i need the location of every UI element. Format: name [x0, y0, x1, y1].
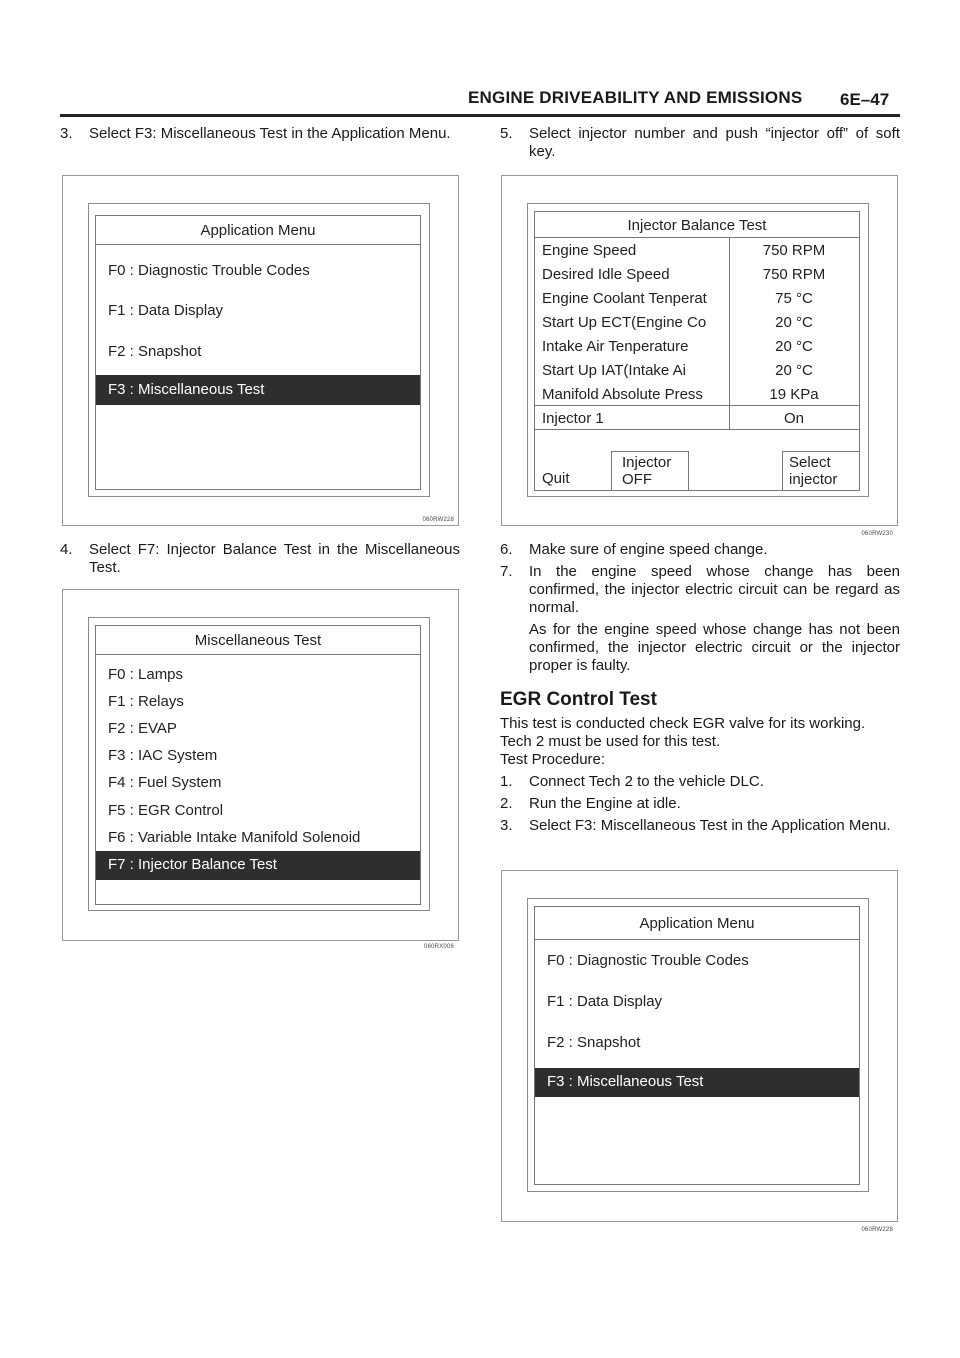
title-divider [535, 237, 859, 238]
section-note: Tech 2 must be used for this test. [500, 733, 721, 750]
step-text: Run the Engine at idle. [529, 795, 681, 812]
menu-item-f0[interactable]: F0 : Lamps [108, 666, 184, 683]
menu-item-f5[interactable]: F5 : EGR Control [108, 802, 224, 819]
softkey-divider [535, 429, 859, 430]
figure-code: 060RW228 [422, 517, 454, 523]
step-number: 3. [500, 817, 513, 834]
menu-item-label: F3 : Miscellaneous Test [547, 1073, 704, 1090]
procedure-step-3 [500, 817, 900, 835]
screen-title: Application Menu [200, 222, 316, 239]
menu-item-f4[interactable]: F4 : Fuel System [108, 774, 222, 791]
data-row [535, 239, 859, 263]
softkey-label-line2: injector [789, 471, 838, 488]
title-divider [96, 654, 420, 655]
menu-item-f0[interactable]: F0 : Diagnostic Trouble Codes [108, 262, 310, 279]
data-value: 750 RPM [762, 266, 826, 283]
section-heading: EGR Control Test [500, 689, 657, 710]
menu-item-f1[interactable]: F1 : Relays [108, 693, 184, 710]
menu-item-f3-selected[interactable] [96, 375, 420, 405]
data-label: Desired Idle Speed [542, 266, 670, 283]
step-number: 3. [60, 125, 73, 142]
step-text: Connect Tech 2 to the vehicle DLC. [529, 773, 764, 790]
data-row [535, 287, 859, 311]
menu-item-f2[interactable]: F2 : Snapshot [547, 1034, 641, 1051]
screen-frame [534, 906, 860, 1185]
softkey-quit[interactable] [542, 470, 570, 487]
tech2-screen [527, 203, 869, 497]
data-value: 20 °C [775, 314, 813, 331]
step-number: 5. [500, 125, 513, 142]
right-column-lower [500, 541, 900, 835]
data-row [535, 263, 859, 287]
data-value: 750 RPM [762, 242, 826, 259]
menu-item-f0[interactable]: F0 : Diagnostic Trouble Codes [547, 952, 749, 969]
injector-divider [535, 405, 859, 406]
figure-miscellaneous-test [62, 589, 459, 950]
figure-code: 060RW230 [861, 531, 893, 537]
data-label: Start Up IAT(Intake Ai [542, 362, 686, 379]
step-4 [60, 541, 460, 577]
tech2-screen [88, 203, 430, 497]
menu-item-f2[interactable]: F2 : EVAP [108, 720, 177, 737]
step-text: Select injector number and push “injector off” of soft key. [529, 125, 900, 160]
step-5 [500, 125, 900, 161]
page-number: 6E–47 [840, 90, 890, 109]
data-label: Engine Coolant Tenperat [542, 290, 707, 307]
step-text: Select F3: Miscellaneous Test in the Application Menu. [89, 125, 451, 142]
page-header-title: ENGINE DRIVEABILITY AND EMISSIONS [468, 88, 803, 107]
title-divider [96, 244, 420, 245]
menu-item-f3[interactable]: F3 : IAC System [108, 747, 218, 764]
step-number: 2. [500, 795, 513, 812]
injector-row[interactable] [535, 407, 859, 431]
screen-frame [95, 215, 421, 490]
data-label: Start Up ECT(Engine Co [542, 314, 707, 331]
injector-label: Injector 1 [542, 410, 604, 427]
screen-title: Application Menu [639, 915, 755, 932]
step-7-note: As for the engine speed whose change has not been confirmed, the injector electric circuit or the injector proper is faulty. [529, 621, 900, 674]
section-intro: This test is conducted check EGR valve for its working. [500, 715, 866, 732]
procedure-step-2 [500, 795, 900, 813]
left-column [60, 125, 460, 143]
figure-code: 060RW228 [861, 1227, 893, 1233]
softkey-injector-off[interactable] [611, 451, 689, 490]
procedure-label: Test Procedure: [500, 751, 606, 768]
step-number: 7. [500, 563, 513, 580]
step-text: In the engine speed whose change has been confirmed, the injector electric circuit can be regard as normal. [529, 563, 900, 616]
data-value: 75 °C [775, 290, 813, 307]
screen-frame [534, 211, 860, 491]
data-value: 20 °C [775, 362, 813, 379]
step-number: 1. [500, 773, 513, 790]
softkey-label-line2: OFF [622, 471, 652, 488]
softkey-select-injector[interactable] [782, 451, 859, 490]
menu-item-f7-selected[interactable] [96, 851, 420, 880]
header-rule [60, 114, 900, 117]
data-label: Intake Air Tenperature [542, 338, 689, 355]
data-label: Engine Speed [542, 242, 637, 259]
menu-item-f6[interactable]: F6 : Variable Intake Manifold Solenoid [108, 829, 361, 846]
tech2-screen [527, 898, 869, 1192]
screen-title: Injector Balance Test [627, 217, 767, 234]
step-text: Make sure of engine speed change. [529, 541, 768, 558]
data-label: Manifold Absolute Press [542, 386, 703, 403]
step-number: 6. [500, 541, 513, 558]
softkey-label: Quit [542, 470, 570, 487]
data-value: 19 KPa [769, 386, 819, 403]
screen-frame [95, 625, 421, 905]
figure-code: 060RX006 [424, 944, 454, 950]
data-row [535, 383, 859, 407]
data-value: 20 °C [775, 338, 813, 355]
data-row [535, 335, 859, 359]
menu-item-f3-selected[interactable] [535, 1068, 859, 1097]
right-column [500, 125, 900, 161]
menu-item-f1[interactable]: F1 : Data Display [547, 993, 663, 1010]
injector-value: On [783, 410, 804, 427]
step-text: Select F7: Injector Balance Test in the Miscellaneous Test. [89, 541, 460, 576]
procedure-step-1 [500, 773, 900, 791]
menu-item-label: F7 : Injector Balance Test [108, 856, 277, 873]
tech2-screen [88, 617, 430, 911]
figure-application-menu [62, 175, 459, 526]
step-text: Select F3: Miscellaneous Test in the Application Menu. [529, 817, 891, 834]
menu-item-f2[interactable]: F2 : Snapshot [108, 343, 202, 360]
data-row [535, 311, 859, 335]
step-number: 4. [60, 541, 73, 558]
title-divider [535, 939, 859, 940]
data-row [535, 359, 859, 383]
left-column-lower [60, 541, 460, 577]
menu-item-f1[interactable]: F1 : Data Display [108, 302, 224, 319]
step-3 [60, 125, 460, 143]
figure-injector-balance-test [501, 175, 898, 537]
softkey-label-line1: Injector [622, 454, 672, 471]
screen-title: Miscellaneous Test [194, 632, 322, 649]
step-6 [500, 541, 900, 559]
step-7 [500, 563, 900, 617]
softkey-label-line1: Select [789, 454, 831, 471]
figure-application-menu-2 [501, 870, 898, 1233]
menu-item-label: F3 : Miscellaneous Test [108, 381, 265, 398]
